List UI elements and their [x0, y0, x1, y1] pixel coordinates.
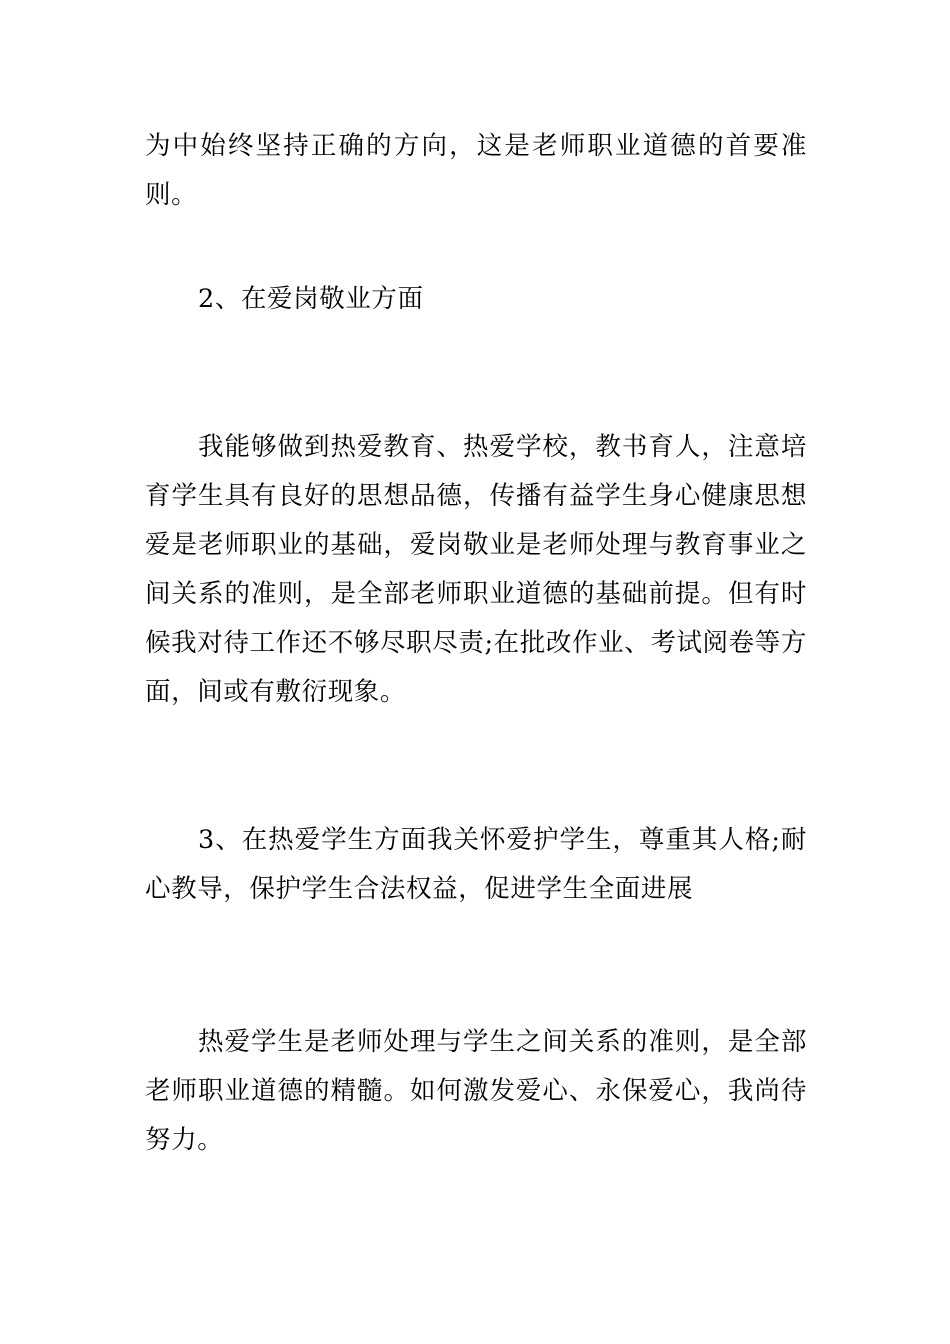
paragraph-caring-students: 热爱学生是老师处理与学生之间关系的准则，是全部老师职业道德的精髓。如何激发爱心、永保爱心，我尚待努力。 [145, 1027, 807, 1155]
section-heading-dedication: 2、在爱岗敬业方面 [198, 284, 424, 314]
section-heading-caring-students: 3、在热爱学生方面我关怀爱护学生，尊重其人格;耐心教导，保护学生合法权益，促进学生全面进展 [145, 825, 807, 904]
paragraph-dedication: 我能够做到热爱教育、热爱学校，教书育人，注意培育学生具有良好的思想品德，传播有益学生身心健康思想爱是老师职业的基础，爱岗敬业是老师处理与教育事业之间关系的准则，是全部老师职业道德的基础前提。但有时候我对待工作还不够尽职尽责;在批改作业、考试阅卷等方面，间或有敷衍现象。 [145, 432, 807, 707]
paragraph-continuation: 为中始终坚持正确的方向，这是老师职业道德的首要准则。 [145, 131, 807, 210]
